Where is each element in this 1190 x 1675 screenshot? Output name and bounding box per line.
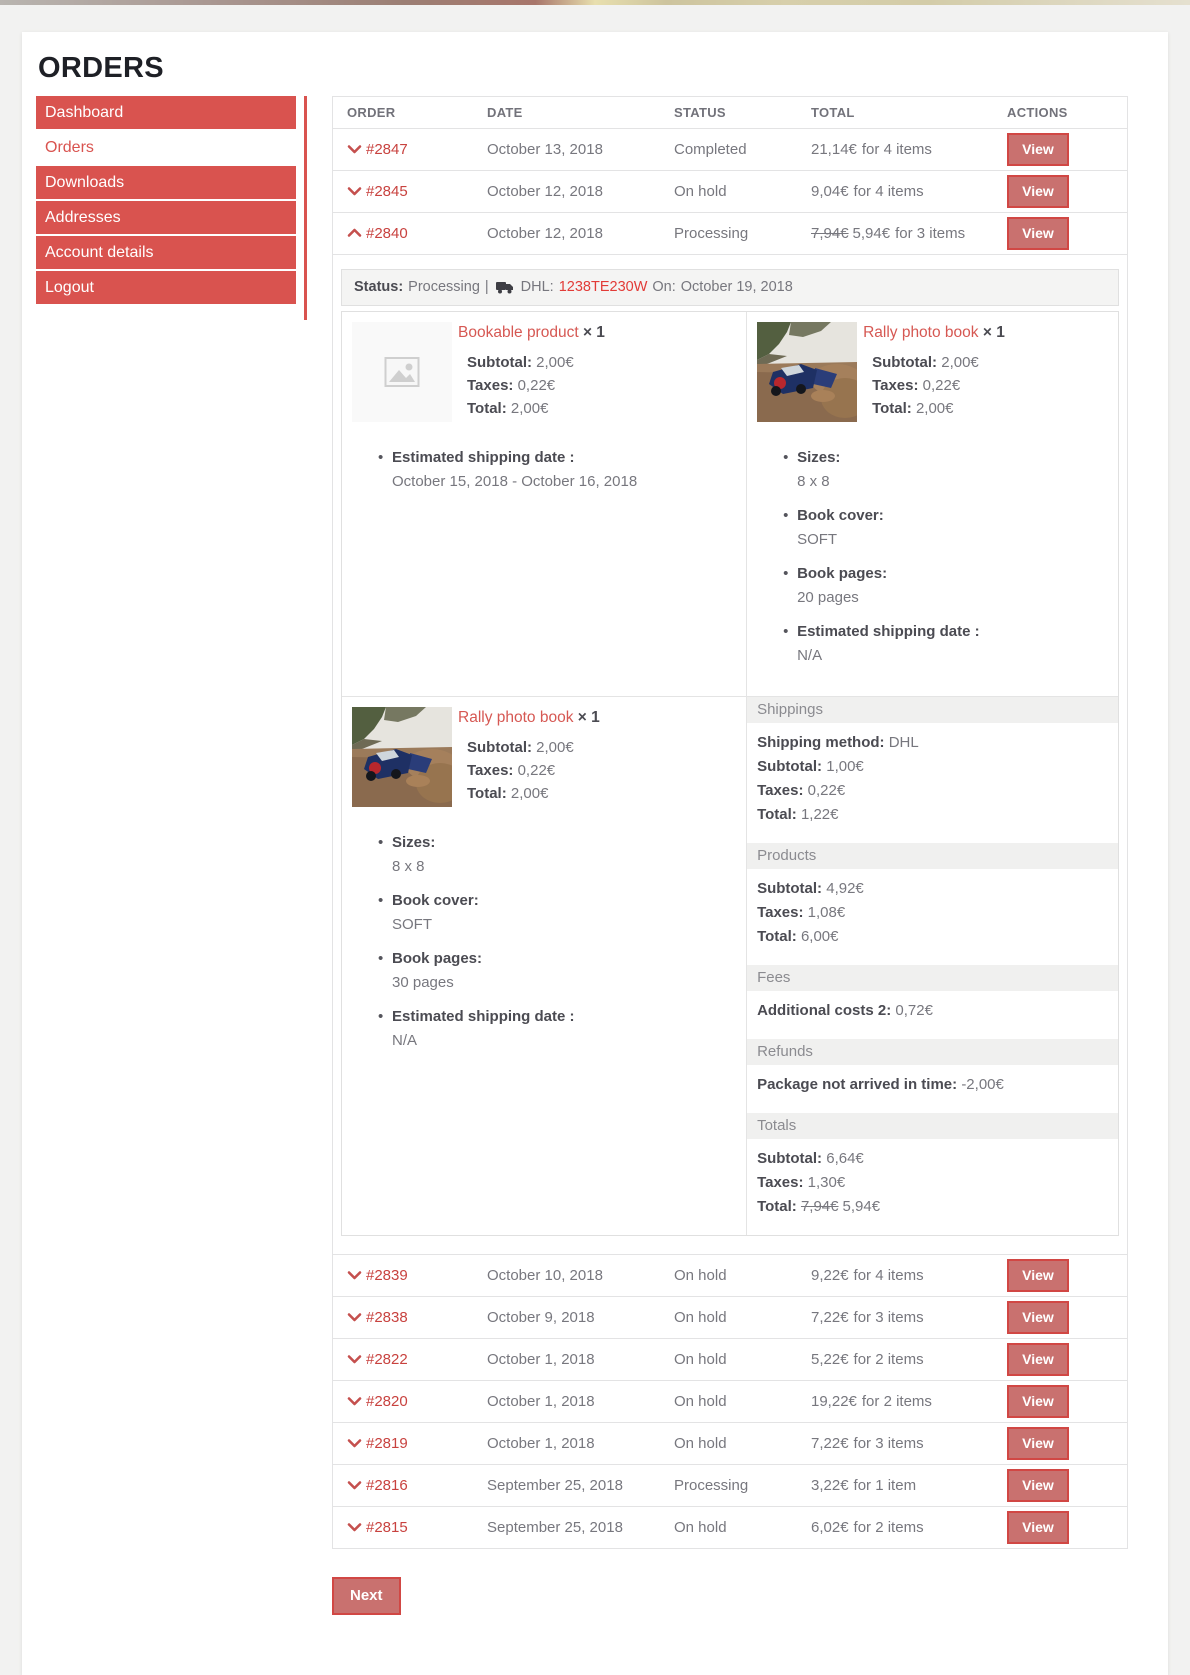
- taxes-label: Taxes:: [467, 761, 514, 779]
- row-old-value: 7,94€: [800, 1197, 839, 1215]
- taxes-label: Taxes:: [467, 376, 514, 394]
- taxes-label: Taxes:: [872, 376, 919, 394]
- attribute-value: 20 pages: [797, 588, 859, 606]
- row-label: Shipping method:: [757, 733, 885, 751]
- sidebar-item-dashboard[interactable]: Dashboard: [36, 96, 296, 129]
- order-total: 9,22€ for 4 items: [811, 1266, 924, 1284]
- table-row: [333, 1254, 1127, 1296]
- view-button[interactable]: View: [1007, 217, 1069, 250]
- section-products: [747, 843, 1118, 965]
- product-attributes: [785, 446, 1118, 668]
- orders-main: [332, 96, 1128, 1615]
- product-name-link[interactable]: Rally photo book: [458, 708, 574, 726]
- order-total: 21,14€ for 4 items: [811, 140, 932, 158]
- attribute-value: N/A: [392, 1031, 418, 1049]
- chevron-down-icon[interactable]: [347, 1270, 362, 1280]
- section-totals: [747, 1113, 1118, 1235]
- table-row: [333, 128, 1127, 170]
- shipped-on-label: On:: [652, 279, 676, 296]
- order-date: October 1, 2018: [487, 1392, 595, 1410]
- order-number-link[interactable]: #2819: [366, 1434, 408, 1452]
- order-date: October 12, 2018: [487, 224, 603, 242]
- row-label: Subtotal:: [757, 879, 823, 897]
- total-value: 2,00€: [510, 399, 549, 417]
- table-row: [333, 1506, 1127, 1548]
- order-total: 9,04€ for 4 items: [811, 182, 924, 200]
- column-header-date: DATE: [487, 104, 523, 120]
- order-date: October 1, 2018: [487, 1434, 595, 1452]
- section-title: Shippings: [747, 697, 1118, 723]
- page-title: ORDERS: [38, 52, 164, 84]
- chevron-down-icon[interactable]: [347, 1312, 362, 1322]
- row-value: 5,94€: [842, 1197, 881, 1215]
- taxes-value: 0,22€: [517, 761, 556, 779]
- status-label: Status:: [354, 279, 404, 296]
- order-number-link[interactable]: #2839: [366, 1266, 408, 1284]
- subtotal-value: 2,00€: [941, 353, 979, 371]
- chevron-down-icon[interactable]: [347, 1396, 362, 1406]
- row-value: 4,92€: [826, 879, 864, 897]
- product-cell: [342, 697, 747, 1235]
- attribute-label: Estimated shipping date :: [392, 448, 575, 466]
- row-value: DHL: [888, 733, 919, 751]
- total-label: Total:: [872, 399, 912, 417]
- product-name-link[interactable]: Bookable product: [458, 323, 579, 341]
- attribute-value: 8 x 8: [392, 857, 425, 875]
- product-qty: × 1: [577, 708, 600, 726]
- total-label: Total:: [467, 784, 507, 802]
- table-row: [333, 1422, 1127, 1464]
- row-label: Total:: [757, 1197, 797, 1215]
- truck-icon: [496, 281, 514, 294]
- subtotal-value: 2,00€: [536, 353, 574, 371]
- attribute-value: SOFT: [797, 530, 838, 548]
- view-button[interactable]: View: [1007, 1301, 1069, 1334]
- separator: |: [484, 279, 489, 296]
- table-row: [333, 1380, 1127, 1422]
- row-label: Additional costs 2:: [757, 1001, 892, 1019]
- order-status: On hold: [674, 1350, 727, 1368]
- taxes-value: 0,22€: [922, 376, 961, 394]
- order-date: October 13, 2018: [487, 140, 603, 158]
- order-number-link[interactable]: #2820: [366, 1392, 408, 1410]
- sidebar-item-addresses[interactable]: Addresses: [36, 201, 296, 234]
- section-title: Products: [747, 843, 1118, 869]
- order-status: On hold: [674, 1266, 727, 1284]
- sidebar-item-orders[interactable]: Orders: [36, 131, 296, 164]
- column-header-status: STATUS: [674, 104, 726, 120]
- row-label: Taxes:: [757, 781, 804, 799]
- sidebar-item-account-details[interactable]: Account details: [36, 236, 296, 269]
- carrier-label: DHL:: [520, 279, 554, 296]
- total-label: Total:: [467, 399, 507, 417]
- account-sidebar: [36, 96, 307, 320]
- product-name-link[interactable]: Rally photo book: [863, 323, 979, 341]
- header-image-strip: [0, 0, 1190, 5]
- row-value: 6,64€: [826, 1149, 864, 1167]
- subtotal-label: Subtotal:: [467, 738, 532, 756]
- chevron-up-icon[interactable]: [347, 228, 362, 238]
- order-status: On hold: [674, 1392, 727, 1410]
- order-status: On hold: [674, 1434, 727, 1452]
- order-total: 19,22€ for 2 items: [811, 1392, 932, 1410]
- chevron-down-icon[interactable]: [347, 144, 362, 154]
- view-button[interactable]: View: [1007, 1427, 1069, 1460]
- total-value: 2,00€: [510, 784, 549, 802]
- order-date: September 25, 2018: [487, 1476, 623, 1494]
- product-attributes: [380, 446, 746, 494]
- subtotal-label: Subtotal:: [467, 353, 532, 371]
- chevron-down-icon[interactable]: [347, 1480, 362, 1490]
- table-row: [333, 1464, 1127, 1506]
- table-row-expanded: [333, 212, 1127, 254]
- order-date: October 1, 2018: [487, 1350, 595, 1368]
- sidebar-divider: [304, 96, 307, 320]
- order-number-link[interactable]: #2815: [366, 1518, 408, 1536]
- order-date: October 10, 2018: [487, 1266, 603, 1284]
- table-row: [333, 1338, 1127, 1380]
- section-title: Totals: [747, 1113, 1118, 1139]
- chevron-down-icon[interactable]: [347, 1354, 362, 1364]
- column-header-order: ORDER: [347, 104, 396, 120]
- table-header-row: [333, 97, 1127, 128]
- order-total: 7,94€ 5,94€ for 3 items: [811, 224, 966, 242]
- product-qty: × 1: [582, 323, 605, 341]
- product-cell: [342, 312, 747, 696]
- shipped-on-date: October 19, 2018: [680, 279, 793, 296]
- order-status: Processing: [674, 1476, 749, 1494]
- row-value: 1,00€: [826, 757, 864, 775]
- orders-table: [332, 96, 1128, 1549]
- view-button[interactable]: View: [1007, 1259, 1069, 1292]
- order-number-link[interactable]: #2847: [366, 140, 408, 158]
- row-value: 6,00€: [800, 927, 839, 945]
- order-total: 3,22€ for 1 item: [811, 1476, 917, 1494]
- attribute-label: Book cover:: [392, 891, 479, 909]
- view-button[interactable]: View: [1007, 1343, 1069, 1376]
- row-label: Total:: [757, 805, 797, 823]
- row-value: 1,30€: [807, 1173, 846, 1191]
- product-cell: [747, 312, 1118, 696]
- order-total: 7,22€ for 3 items: [811, 1308, 924, 1326]
- column-header-actions: ACTIONS: [1007, 104, 1068, 120]
- order-total: 5,22€ for 2 items: [811, 1350, 924, 1368]
- section-title: Fees: [747, 965, 1118, 991]
- chevron-down-icon[interactable]: [347, 1522, 362, 1532]
- view-button[interactable]: View: [1007, 1469, 1069, 1502]
- order-total: 6,02€ for 2 items: [811, 1518, 924, 1536]
- order-number-link[interactable]: #2838: [366, 1308, 408, 1326]
- view-button[interactable]: View: [1007, 1511, 1069, 1544]
- attribute-label: Book pages:: [797, 564, 888, 582]
- view-button[interactable]: View: [1007, 175, 1069, 208]
- table-row: [333, 170, 1127, 212]
- row-label: Taxes:: [757, 903, 804, 921]
- attribute-label: Estimated shipping date :: [392, 1007, 575, 1025]
- product-qty: × 1: [982, 323, 1005, 341]
- attribute-value: 8 x 8: [797, 472, 830, 490]
- view-button[interactable]: View: [1007, 1385, 1069, 1418]
- total-value: 2,00€: [915, 399, 954, 417]
- section-title: Refunds: [747, 1039, 1118, 1065]
- attribute-label: Sizes:: [392, 833, 436, 851]
- row-value: 0,22€: [807, 781, 846, 799]
- section-shippings: [747, 697, 1118, 843]
- order-number-link[interactable]: #2816: [366, 1476, 408, 1494]
- next-page-button[interactable]: Next: [332, 1577, 401, 1615]
- subtotal-label: Subtotal:: [872, 353, 938, 371]
- tracking-number-link[interactable]: 1238TE230W: [558, 279, 648, 296]
- attribute-label: Book pages:: [392, 949, 483, 967]
- row-value: 1,22€: [800, 805, 839, 823]
- order-date: October 9, 2018: [487, 1308, 595, 1326]
- table-row: [333, 1296, 1127, 1338]
- order-number-link[interactable]: #2822: [366, 1350, 408, 1368]
- row-label: Subtotal:: [757, 757, 823, 775]
- order-status: Processing: [674, 224, 749, 242]
- chevron-down-icon[interactable]: [347, 186, 362, 196]
- view-button[interactable]: View: [1007, 133, 1069, 166]
- row-label: Total:: [757, 927, 797, 945]
- attribute-value: October 15, 2018 - October 16, 2018: [392, 472, 638, 490]
- account-page-card: [22, 32, 1168, 1675]
- order-number-link[interactable]: #2845: [366, 182, 408, 200]
- order-status-bar: [341, 269, 1119, 306]
- attribute-value: N/A: [797, 646, 823, 664]
- order-date: September 25, 2018: [487, 1518, 623, 1536]
- order-items-box: [341, 311, 1119, 1236]
- chevron-down-icon[interactable]: [347, 1438, 362, 1448]
- section-fees: [747, 965, 1118, 1039]
- order-status: On hold: [674, 1518, 727, 1536]
- sidebar-item-downloads[interactable]: Downloads: [36, 166, 296, 199]
- subtotal-value: 2,00€: [536, 738, 574, 756]
- row-label: Subtotal:: [757, 1149, 823, 1167]
- order-status: On hold: [674, 1308, 727, 1326]
- order-status: On hold: [674, 182, 727, 200]
- column-header-total: TOTAL: [811, 104, 855, 120]
- attribute-label: Sizes:: [797, 448, 841, 466]
- order-summary-column: [747, 697, 1118, 1235]
- section-refunds: [747, 1039, 1118, 1113]
- product-attributes: [380, 831, 746, 1053]
- row-value: -2,00€: [961, 1075, 1004, 1093]
- order-total: 7,22€ for 3 items: [811, 1434, 924, 1452]
- attribute-value: SOFT: [392, 915, 432, 933]
- order-number-link[interactable]: #2840: [366, 224, 408, 242]
- order-date: October 12, 2018: [487, 182, 603, 200]
- row-label: Taxes:: [757, 1173, 804, 1191]
- attribute-value: 30 pages: [392, 973, 454, 991]
- row-value: 1,08€: [807, 903, 846, 921]
- status-value: Processing: [408, 279, 480, 296]
- placeholder-image: [352, 322, 452, 422]
- taxes-value: 0,22€: [517, 376, 556, 394]
- order-details-panel: [333, 254, 1127, 1254]
- rally-car-photo: [757, 322, 857, 422]
- sidebar-item-logout[interactable]: Logout: [36, 271, 296, 304]
- row-value: 0,72€: [895, 1001, 933, 1019]
- attribute-label: Estimated shipping date :: [797, 622, 980, 640]
- row-label: Package not arrived in time:: [757, 1075, 958, 1093]
- rally-car-photo: [352, 707, 452, 807]
- order-status: Completed: [674, 140, 747, 158]
- attribute-label: Book cover:: [797, 506, 884, 524]
